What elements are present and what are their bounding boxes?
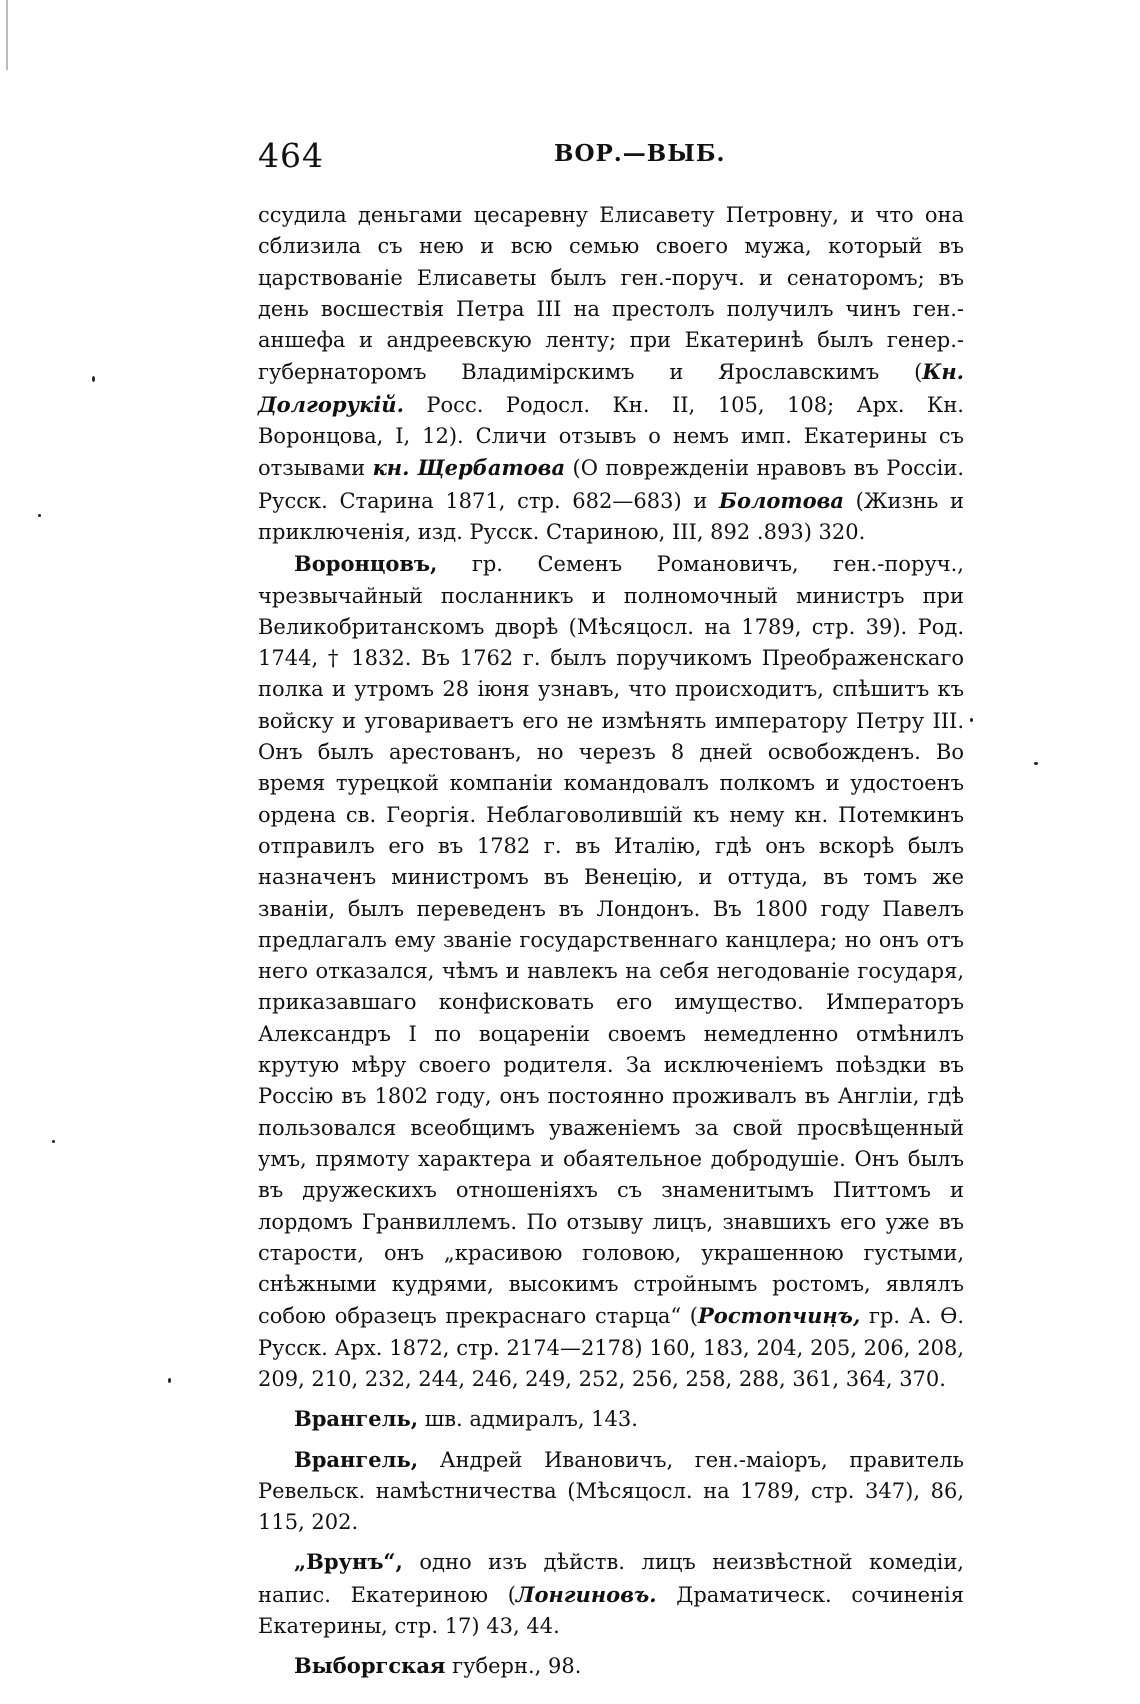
text-run: одно изъ дѣйств. лицъ неизвѣстной комедіи, напис. Екатериною (: [258, 1550, 964, 1607]
page-body: [258, 200, 964, 1683]
entry-vyborg: [258, 1650, 964, 1682]
text-run: гр. Семенъ Романовичъ, ген.-поруч., чрезвычайный посланникъ и полномочный министръ при Великобританскомъ дворѣ (Мѣсяцосл. на 1789, стр. 39). Род. 1744, † 1832. Въ 1762 г. былъ поручикомъ Преображенскаго полка и утромъ 28 іюня узнавъ, что происходитъ, спѣшитъ къ войску и уговариваетъ его не измѣнять императору Петру III. Онъ былъ арестованъ, но черезъ 8 дней освобожденъ. Во время турецкой компаніи командовалъ полкомъ и удостоенъ ордена св. Георгія. Неблаговолившій къ нему кн. Потемкинъ отправилъ его въ 1782 г. въ Италію, гдѣ онъ вскорѣ былъ назначенъ министромъ въ Венецію, и оттуда, въ томъ же званіи, былъ переведенъ въ Лондонъ. Въ 1800 году Павелъ предлагалъ ему званіе государственнаго канцлера; но онъ отъ него отказался, чѣмъ и навлекъ на себя негодованіе государя, приказавшаго конфисковать его имущество. Императоръ Александръ I по воцареніи своемъ немедленно отмѣнилъ крутую мѣру своего родителя. За исключеніемъ поѣздки въ Россію въ 1802 году, онъ постоянно проживалъ въ Англіи, гдѣ пользовался всеобщимъ уваженіемъ за свой просвѣщенный умъ, прямоту характера и обаятельное добродушіе. Онъ былъ въ дружескихъ отношеніяхъ съ знаменитымъ Питтомъ и лордомъ Гранвиллемъ. По отзыву лицъ, знавшихъ его уже въ старости, онъ „красивою головою, украшенною густыми, снѣжными кудрями, высокимъ стройнымъ ростомъ, являлъ собою образецъ прекраснаго старца“ (: [258, 552, 964, 1329]
source-author: Ростопчинъ,: [698, 1303, 861, 1329]
entry-wrangel-andrei: [258, 1444, 964, 1539]
entry-vrun: [258, 1546, 964, 1642]
text-run: (Жизнь и приключенія, изд. Русск. Стариною, III, 892 .893) 320.: [258, 488, 965, 544]
entry-headword: Врангель,: [294, 1446, 419, 1472]
source-author: кн. Щербатова: [372, 455, 566, 481]
text-run: ссудила деньгами цесаревну Елисавету Петровну, и что она сблизила съ нею и всю семью своего мужа, который въ царствованіе Елисаветы былъ ген.-поруч. и сенаторомъ; въ день восшествія Петра III на престолъ получилъ чинъ ген.-аншефа и андреевскую ленту; при Екатеринѣ былъ генер.-губернаторомъ Владимірскимъ и Ярославскимъ (: [258, 203, 964, 385]
text-run: (О поврежденіи нравовъ въ Россіи. Русск. Старина 1871, стр. 682—683) и: [258, 456, 964, 513]
entry-headword: Врангель,: [294, 1406, 419, 1432]
text-run: Андрей Ивановичъ, ген.-маіоръ, правитель Ревельск. намѣстничества (Мѣсяцосл. на 1789, стр. 347), 86, 115, 202.: [258, 1447, 964, 1535]
text-run: Росс. Родосл. Кн. II, 105, 108; Арх. Кн. Воронцова, I, 12). Сличи отзывъ о немъ имп. Екатерины съ отзывами: [258, 392, 964, 481]
scan-speck: [38, 514, 41, 517]
entry-continuation: [258, 200, 964, 548]
entry-wrangel-admiral: [258, 1403, 964, 1435]
text-run: губерн., 98.: [445, 1654, 582, 1679]
scan-speck: [1034, 762, 1038, 765]
source-author: Болотова: [719, 487, 844, 513]
text-run: шв. адмиралъ, 143.: [418, 1407, 638, 1432]
page-header: [258, 136, 958, 176]
scan-speck: [92, 376, 95, 382]
running-head: ВОР.—ВЫБ.: [554, 140, 726, 167]
source-author: Кн. Долгорукій.: [258, 359, 964, 417]
scan-speck: [168, 1378, 171, 1383]
scan-speck: [970, 718, 973, 722]
text-run: гр. А. Ѳ. Русск. Арх. 1872, стр. 2174—2178) 160, 183, 204, 205, 206, 208, 209, 210, 232, 244, 246, 249, 252, 256, 258, 288, 361, 364, 370.: [258, 1304, 965, 1391]
scan-speck: [52, 1140, 55, 1143]
text-run: Драматическ. сочиненія Екатерины, стр. 17) 43, 44.: [258, 1582, 964, 1639]
entry-headword: Выборгская: [294, 1653, 446, 1679]
scan-edge: [6, 0, 8, 70]
entry-headword: Воронцовъ,: [294, 551, 438, 577]
entry-headword: „Врунъ“,: [294, 1549, 403, 1575]
page-number: 464: [258, 136, 324, 175]
source-author: Лонгиновъ.: [515, 1581, 657, 1607]
entry-vorontsov: [258, 548, 964, 1395]
